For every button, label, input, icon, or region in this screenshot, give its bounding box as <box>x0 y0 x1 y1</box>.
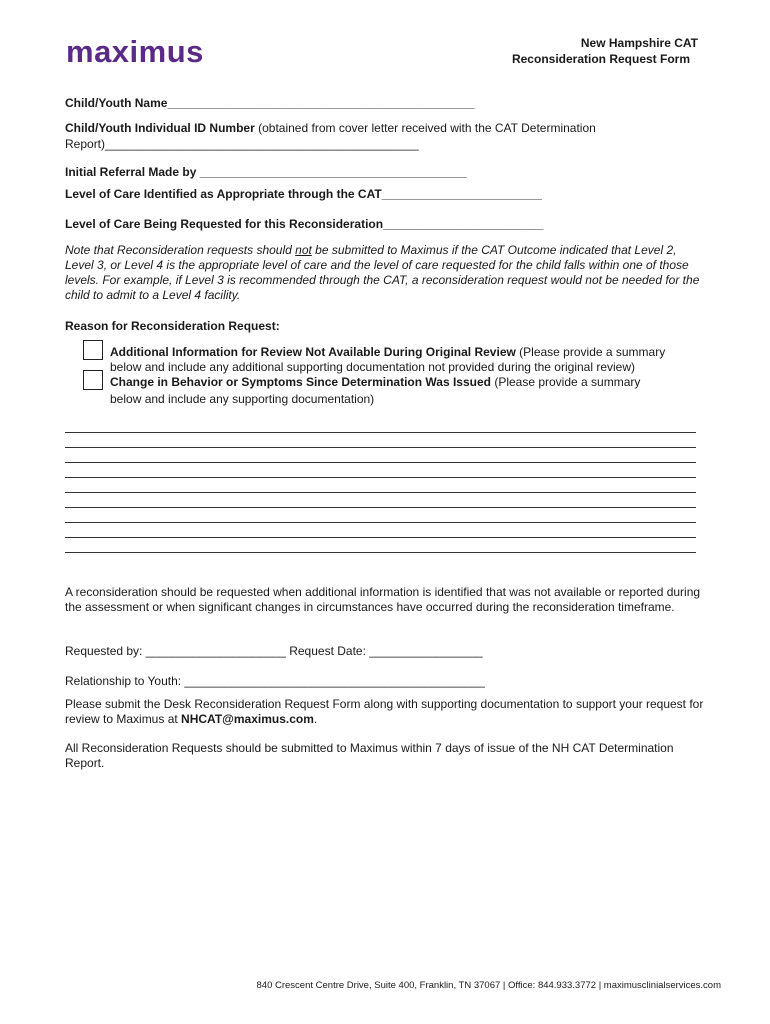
reason-heading: Reason for Reconsideration Request: <box>65 319 280 333</box>
loc-requested-field: Level of Care Being Requested for this Reconsideration________________________ <box>65 217 544 231</box>
relationship-field: Relationship to Youth: _____________________________________________ <box>65 674 485 688</box>
child-name-field: Child/Youth Name______________________________________________ <box>65 96 475 110</box>
summary-line[interactable] <box>65 522 696 523</box>
maximus-logo: maximus <box>66 34 204 69</box>
child-id-field <box>65 121 596 135</box>
option-change-behavior-line2: below and include any supporting documentation) <box>110 392 375 406</box>
child-id-line: Report)_______________________________________________ <box>65 137 419 151</box>
checkbox-additional-info[interactable] <box>83 340 103 360</box>
summary-line[interactable] <box>65 552 696 553</box>
summary-line[interactable] <box>65 432 696 433</box>
loc-identified-field: Level of Care Identified as Appropriate through the CAT________________________ <box>65 187 542 201</box>
footer: 840 Crescent Centre Drive, Suite 400, Franklin, TN 37067 | Office: 844.933.3772 | maximusclinialservices.com <box>256 980 721 991</box>
summary-line[interactable] <box>65 462 696 463</box>
checkbox-change-behavior[interactable] <box>83 370 103 390</box>
summary-line[interactable] <box>65 537 696 538</box>
note-paragraph: Note that Reconsideration requests should not be submitted to Maximus if the CAT Outcome indicated that Level 2, Level 3, or Level 4 is the appropriate level of care and the level of care requested for the child falls within one of those levels. For example, if Level 3 is recommended through the CAT, a reconsideration request would not be needed for the child to admit to a Level 4 facility. <box>65 243 700 302</box>
summary-line[interactable] <box>65 492 696 493</box>
summary-line[interactable] <box>65 477 696 478</box>
child-id-note: (obtained from cover letter received with the CAT Determination <box>254 121 596 135</box>
info-paragraph: A reconsideration should be requested when additional information is identified that was not available or reported during the assessment or when significant changes in circumstances have occurred during the reconsideration timeframe. <box>65 585 701 614</box>
option-change-behavior: Change in Behavior or Symptoms Since Determination Was Issued (Please provide a summary <box>110 375 641 389</box>
initial-referral-field: Initial Referral Made by ________________________________________ <box>65 165 467 179</box>
email-link[interactable]: NHCAT@maximus.com <box>181 712 314 726</box>
option-additional-info: Additional Information for Review Not Available During Original Review (Please provide a summary <box>110 345 666 359</box>
child-id-label: Child/Youth Individual ID Number <box>65 121 255 135</box>
submit-paragraph: Please submit the Desk Reconsideration Request Form along with supporting documentation to support your request for review to Maximus at NHCAT@maximus.com. <box>65 697 704 726</box>
summary-line[interactable] <box>65 447 696 448</box>
requested-by-field: Requested by: _____________________ Request Date: _________________ <box>65 644 483 658</box>
header-subtitle: Reconsideration Request Form <box>511 52 690 66</box>
summary-line[interactable] <box>65 507 696 508</box>
header-title: New Hampshire CAT <box>580 36 698 50</box>
deadline-paragraph: All Reconsideration Requests should be submitted to Maximus within 7 days of issue of the NH CAT Determination Report. <box>65 741 674 770</box>
option-additional-info-line2: below and include any additional supporting documentation not provided during the original review) <box>110 360 636 374</box>
